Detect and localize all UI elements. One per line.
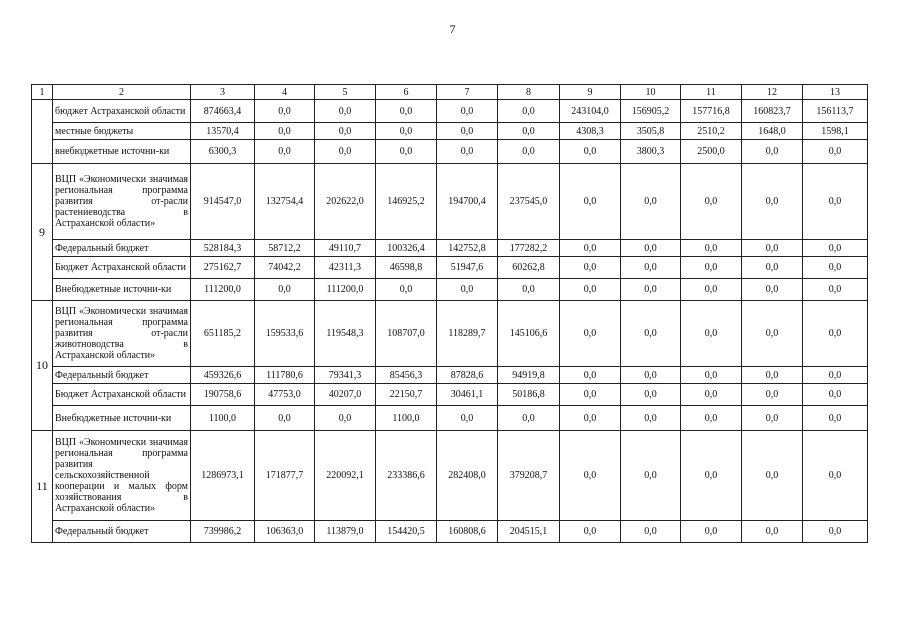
value-cell: 40207,0 (315, 384, 376, 406)
value-cell: 0,0 (498, 279, 560, 301)
value-cell: 51947,6 (437, 257, 498, 279)
value-cell: 160823,7 (742, 100, 803, 123)
value-cell: 177282,2 (498, 240, 560, 257)
value-cell: 0,0 (742, 521, 803, 543)
value-cell: 106363,0 (255, 521, 315, 543)
value-cell: 2510,2 (681, 123, 742, 140)
value-cell: 47753,0 (255, 384, 315, 406)
value-cell: 4308,3 (560, 123, 621, 140)
value-cell: 528184,3 (191, 240, 255, 257)
value-cell: 0,0 (621, 279, 681, 301)
value-cell: 0,0 (560, 140, 621, 164)
value-cell: 0,0 (560, 279, 621, 301)
value-cell: 85456,3 (376, 367, 437, 384)
value-cell: 171877,7 (255, 431, 315, 521)
value-cell: 0,0 (742, 240, 803, 257)
value-cell: 0,0 (560, 301, 621, 367)
value-cell: 651185,2 (191, 301, 255, 367)
value-cell: 0,0 (681, 431, 742, 521)
table-row (32, 279, 868, 301)
value-cell: 30461,1 (437, 384, 498, 406)
header-cell: 1 (32, 85, 53, 100)
header-cell: 10 (621, 85, 681, 100)
header-cell: 13 (803, 85, 868, 100)
value-cell: 13570,4 (191, 123, 255, 140)
value-cell: 0,0 (498, 123, 560, 140)
table-row (32, 140, 868, 164)
value-cell: 0,0 (498, 100, 560, 123)
value-cell: 0,0 (621, 406, 681, 431)
value-cell: 0,0 (742, 140, 803, 164)
value-cell: 50186,8 (498, 384, 560, 406)
value-cell: 79341,3 (315, 367, 376, 384)
value-cell: 0,0 (803, 521, 868, 543)
value-cell: 118289,7 (437, 301, 498, 367)
value-cell: 0,0 (803, 367, 868, 384)
value-cell: 3505,8 (621, 123, 681, 140)
value-cell: 0,0 (681, 367, 742, 384)
value-cell: 0,0 (376, 279, 437, 301)
value-cell: 0,0 (376, 100, 437, 123)
value-cell: 0,0 (742, 406, 803, 431)
value-cell: 0,0 (681, 279, 742, 301)
value-cell: 0,0 (560, 367, 621, 384)
value-cell: 0,0 (742, 164, 803, 240)
value-cell: 0,0 (560, 164, 621, 240)
value-cell: 0,0 (560, 384, 621, 406)
table-row (32, 164, 868, 240)
value-cell: 119548,3 (315, 301, 376, 367)
page-number: 7 (449, 22, 456, 36)
header-cell: 3 (191, 85, 255, 100)
value-cell: 190758,6 (191, 384, 255, 406)
value-cell: 0,0 (803, 140, 868, 164)
value-cell: 111200,0 (191, 279, 255, 301)
row-number: 10 (32, 301, 53, 431)
table-row (32, 406, 868, 431)
row-number (32, 100, 53, 164)
value-cell: 1100,0 (191, 406, 255, 431)
value-cell: 42311,3 (315, 257, 376, 279)
value-cell: 156113,7 (803, 100, 868, 123)
header-cell: 6 (376, 85, 437, 100)
value-cell: 0,0 (315, 406, 376, 431)
table-row (32, 257, 868, 279)
row-name: Федеральный бюджет (53, 240, 191, 257)
value-cell: 0,0 (742, 257, 803, 279)
row-name: ВЦП «Экономически значимая региональная программа развития от-расли животноводства в Астраханской области» (53, 301, 191, 367)
value-cell: 156905,2 (621, 100, 681, 123)
value-cell: 0,0 (376, 140, 437, 164)
table-row (32, 240, 868, 257)
value-cell: 1100,0 (376, 406, 437, 431)
value-cell: 58712,2 (255, 240, 315, 257)
value-cell: 0,0 (742, 431, 803, 521)
value-cell: 282408,0 (437, 431, 498, 521)
value-cell: 0,0 (803, 257, 868, 279)
value-cell: 0,0 (255, 100, 315, 123)
value-cell: 914547,0 (191, 164, 255, 240)
value-cell: 0,0 (498, 406, 560, 431)
row-name: ВЦП «Экономически значимая региональная программа развития сельскохозяйственной кооперации и малых форм хозяйствования в Астраханской области» (53, 431, 191, 521)
value-cell: 237545,0 (498, 164, 560, 240)
value-cell: 142752,8 (437, 240, 498, 257)
value-cell: 459326,6 (191, 367, 255, 384)
value-cell: 0,0 (437, 279, 498, 301)
value-cell: 204515,1 (498, 521, 560, 543)
row-name: Федеральный бюджет (53, 367, 191, 384)
row-name: Внебюджетные источни-ки (53, 406, 191, 431)
value-cell: 3800,3 (621, 140, 681, 164)
header-row (32, 85, 868, 100)
value-cell: 49110,7 (315, 240, 376, 257)
value-cell: 233386,6 (376, 431, 437, 521)
header-cell: 9 (560, 85, 621, 100)
value-cell: 146925,2 (376, 164, 437, 240)
value-cell: 94919,8 (498, 367, 560, 384)
value-cell: 157716,8 (681, 100, 742, 123)
value-cell: 0,0 (560, 257, 621, 279)
value-cell: 132754,4 (255, 164, 315, 240)
value-cell: 0,0 (681, 301, 742, 367)
value-cell: 0,0 (681, 257, 742, 279)
row-name: Бюджет Астраханской области (53, 257, 191, 279)
value-cell: 1648,0 (742, 123, 803, 140)
value-cell: 0,0 (681, 521, 742, 543)
value-cell: 0,0 (621, 384, 681, 406)
value-cell: 0,0 (681, 406, 742, 431)
header-cell: 5 (315, 85, 376, 100)
value-cell: 60262,8 (498, 257, 560, 279)
value-cell: 0,0 (621, 164, 681, 240)
value-cell: 0,0 (437, 123, 498, 140)
value-cell: 874663,4 (191, 100, 255, 123)
row-name: Федеральный бюджет (53, 521, 191, 543)
value-cell: 0,0 (255, 140, 315, 164)
row-number: 9 (32, 164, 53, 301)
header-cell: 11 (681, 85, 742, 100)
value-cell: 379208,7 (498, 431, 560, 521)
header-cell: 12 (742, 85, 803, 100)
value-cell: 0,0 (803, 406, 868, 431)
value-cell: 0,0 (621, 301, 681, 367)
value-cell: 202622,0 (315, 164, 376, 240)
header-cell: 4 (255, 85, 315, 100)
value-cell: 160808,6 (437, 521, 498, 543)
value-cell: 0,0 (742, 384, 803, 406)
value-cell: 113879,0 (315, 521, 376, 543)
value-cell: 0,0 (681, 164, 742, 240)
value-cell: 1598,1 (803, 123, 868, 140)
value-cell: 111200,0 (315, 279, 376, 301)
value-cell: 0,0 (621, 257, 681, 279)
row-name: внебюджетные источни-ки (53, 140, 191, 164)
value-cell: 0,0 (803, 431, 868, 521)
value-cell: 220092,1 (315, 431, 376, 521)
budget-table (31, 84, 868, 543)
table-row (32, 367, 868, 384)
value-cell: 46598,8 (376, 257, 437, 279)
value-cell: 0,0 (803, 164, 868, 240)
value-cell: 275162,7 (191, 257, 255, 279)
row-name: бюджет Астраханской области (53, 100, 191, 123)
value-cell: 0,0 (742, 367, 803, 384)
value-cell: 243104,0 (560, 100, 621, 123)
value-cell: 0,0 (803, 279, 868, 301)
value-cell: 100326,4 (376, 240, 437, 257)
value-cell: 0,0 (560, 521, 621, 543)
value-cell: 194700,4 (437, 164, 498, 240)
value-cell: 2500,0 (681, 140, 742, 164)
value-cell: 108707,0 (376, 301, 437, 367)
value-cell: 0,0 (560, 431, 621, 521)
value-cell: 0,0 (437, 406, 498, 431)
value-cell: 74042,2 (255, 257, 315, 279)
value-cell: 0,0 (315, 140, 376, 164)
value-cell: 159533,6 (255, 301, 315, 367)
value-cell: 111780,6 (255, 367, 315, 384)
table-row (32, 123, 868, 140)
table-row (32, 100, 868, 123)
value-cell: 0,0 (803, 384, 868, 406)
value-cell: 0,0 (803, 301, 868, 367)
value-cell: 0,0 (621, 431, 681, 521)
value-cell: 0,0 (560, 406, 621, 431)
value-cell: 0,0 (742, 301, 803, 367)
row-name: Внебюджетные источни-ки (53, 279, 191, 301)
value-cell: 739986,2 (191, 521, 255, 543)
value-cell: 0,0 (681, 240, 742, 257)
value-cell: 154420,5 (376, 521, 437, 543)
value-cell: 22150,7 (376, 384, 437, 406)
table-row (32, 301, 868, 367)
value-cell: 0,0 (315, 123, 376, 140)
value-cell: 145106,6 (498, 301, 560, 367)
table-row (32, 384, 868, 406)
value-cell: 0,0 (621, 367, 681, 384)
row-name: Бюджет Астраханской области (53, 384, 191, 406)
header-cell: 2 (53, 85, 191, 100)
value-cell: 0,0 (621, 521, 681, 543)
row-number: 11 (32, 431, 53, 543)
table-row (32, 521, 868, 543)
value-cell: 0,0 (376, 123, 437, 140)
value-cell: 0,0 (255, 123, 315, 140)
value-cell: 0,0 (560, 240, 621, 257)
value-cell: 1286973,1 (191, 431, 255, 521)
value-cell: 0,0 (681, 384, 742, 406)
row-name: ВЦП «Экономически значимая региональная программа развития от-расли растениеводства в Астраханской области» (53, 164, 191, 240)
value-cell: 87828,6 (437, 367, 498, 384)
value-cell: 0,0 (803, 240, 868, 257)
row-name: местные бюджеты (53, 123, 191, 140)
table-row (32, 431, 868, 521)
value-cell: 6300,3 (191, 140, 255, 164)
value-cell: 0,0 (255, 406, 315, 431)
value-cell: 0,0 (437, 140, 498, 164)
value-cell: 0,0 (315, 100, 376, 123)
header-cell: 8 (498, 85, 560, 100)
value-cell: 0,0 (621, 240, 681, 257)
value-cell: 0,0 (742, 279, 803, 301)
value-cell: 0,0 (255, 279, 315, 301)
value-cell: 0,0 (437, 100, 498, 123)
value-cell: 0,0 (498, 140, 560, 164)
header-cell: 7 (437, 85, 498, 100)
